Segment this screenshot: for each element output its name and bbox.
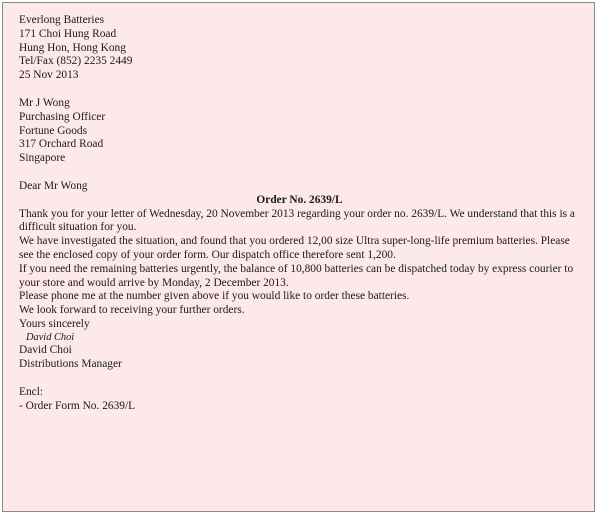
signer-position: Distributions Manager: [19, 358, 122, 371]
letter-document: [2, 2, 595, 512]
body-paragraph: If you need the remaining batteries urgently, the balance of 10,800 batteries can be dispatched today by express courier to your store and would arrive by Monday, 2 December 2013.: [19, 262, 574, 289]
closing-block: [19, 318, 580, 372]
body-paragraph: Please phone me at the number given above if you would like to order these batteries.: [19, 290, 410, 303]
recipient-city: Singapore: [19, 152, 66, 165]
enclosure-item: - Order Form No. 2639/L: [19, 399, 136, 412]
recipient-street: 317 Orchard Road: [19, 138, 104, 151]
sender-city: Hung Hon, Hong Kong: [19, 41, 126, 54]
body-paragraph: We look forward to receiving your further orders.: [19, 304, 245, 317]
body-paragraph: We have investigated the situation, and found that you ordered 12,00 size Ultra super-long-life premium batteries. Please see the enclosed copy of your order form. Our dispatch office therefore sent 1,200.: [19, 235, 570, 261]
recipient-name: Mr J Wong: [19, 96, 70, 109]
sender-company: Everlong Batteries: [19, 14, 105, 26]
sender-address: [19, 14, 580, 83]
recipient-company: Fortune Goods: [19, 124, 88, 137]
signer-name: David Choi: [19, 344, 72, 357]
recipient-address: [19, 97, 580, 166]
complimentary-close: Yours sincerely: [19, 317, 90, 330]
recipient-title: Purchasing Officer: [19, 110, 106, 123]
enclosure-block: [19, 386, 580, 414]
letter-date: 25 Nov 2013: [19, 69, 79, 82]
enclosure-label: Encl:: [19, 385, 44, 398]
salutation: Dear Mr Wong: [19, 179, 88, 192]
body-paragraph: Thank you for your letter of Wednesday, 20 November 2013 regarding your order no. 2639/L. We understand that this is a difficult situation for you.: [19, 207, 575, 234]
subject-line: Order No. 2639/L: [256, 193, 343, 206]
sender-phone: Tel/Fax (852) 2235 2449: [19, 55, 133, 68]
sender-street: 171 Choi Hung Road: [19, 27, 117, 40]
handwritten-signature: David Choi: [26, 331, 75, 343]
